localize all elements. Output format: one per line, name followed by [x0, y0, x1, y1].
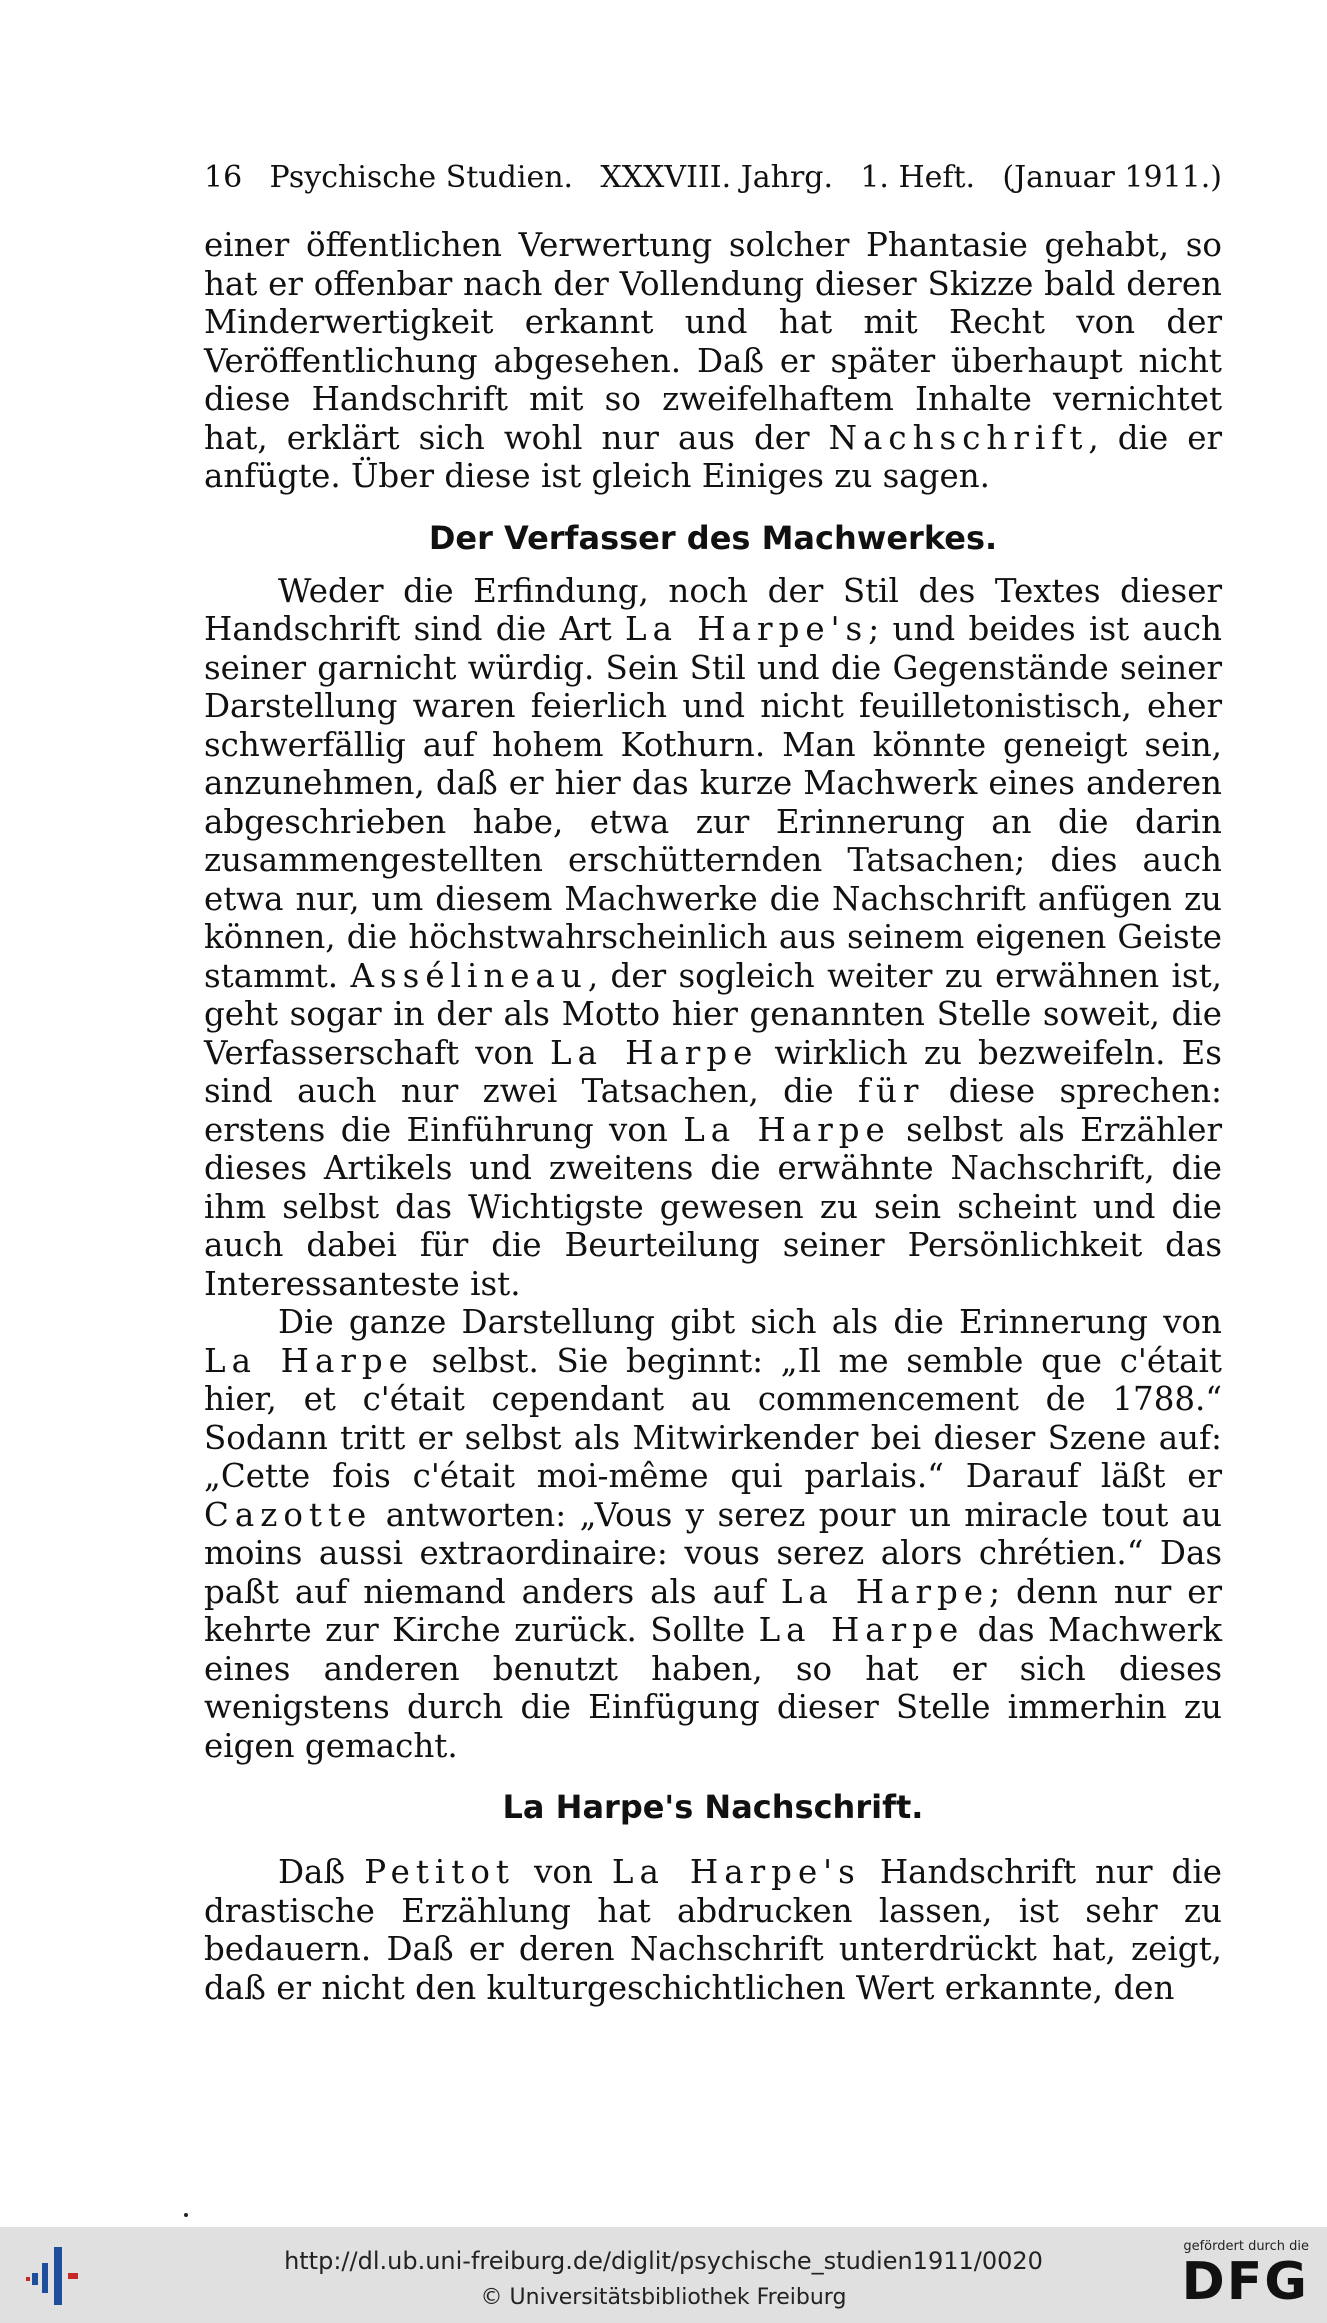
- dfg-tagline: gefördert durch die: [1183, 2239, 1309, 2254]
- paragraph-1: einer öffentlichen Verwertung solcher Phantasie gehabt, so hat er offenbar nach der Vollendung dieser Skizze bald deren Minderwertigkeit erkannt und hat mit Recht von der Veröffentlichung abgesehen. Daß er später überhaupt nicht diese Handschrift mit so zweifelhaftem Inhalte vernichtet hat, erklärt sich wohl nur aus der Nachschrift, die er anfügte. Über diese ist gleich Einiges zu sagen.: [204, 226, 1222, 495]
- page-content: [204, 160, 1222, 2007]
- journal-title: Psychische Studien.: [269, 160, 574, 195]
- volume: XXXVIII. Jahrg.: [600, 160, 834, 195]
- running-head: [204, 160, 1222, 212]
- issue-date: (Januar 1911.): [1002, 160, 1222, 195]
- paragraph-3: Die ganze Darstellung gibt sich als die Erinnerung von La Harpe selbst. Sie beginnt: „Il me semble que c'était hier, et c'était cependant au commencement de 1788.“ Sodann tritt er selbst als Mitwirkender bei dieser Szene auf: „Cette fois c'était moi-même qui parlais.“ Darauf läßt er Cazotte antworten: „Vous y serez pour un miracle tout au moins aussi extraordinaire: vous serez alors chrétien.“ Das paßt auf niemand anders als auf La Harpe; denn nur er kehrte zur Kirche zurück. Sollte La Harpe das Machwerk eines anderen benutzt haben, so hat er sich dieses wenigstens durch die Einfügung dieser Stelle immerhin zu eigen gemacht.: [204, 1303, 1223, 1765]
- page-number: 16: [204, 160, 243, 195]
- dfg-logo: [1159, 2239, 1309, 2313]
- copyright: © Universitätsbibliothek Freiburg: [480, 2285, 847, 2310]
- paragraph-4: Daß Petitot von La Harpe's Handschrift nur die drastische Erzählung hat abdrucken lassen, ist sehr zu bedauern. Daß er deren Nachschrift unterdrückt hat, zeigt, daß er nicht den kulturgeschichtlichen Wert erkannte, den: [204, 1853, 1222, 2007]
- paragraph-2: Weder die Erfindung, noch der Stil des Textes dieser Handschrift sind die Art La Harpe's; und beides ist auch seiner garnicht würdig. Sein Stil und die Gegenstände seiner Darstellung waren feierlich und nicht feuilletonistisch, eher schwerfällig auf hohem Kothurn. Man könnte geneigt sein, anzunehmen, daß er hier das kurze Machwerk eines anderen abgeschrieben habe, etwa zur Erinnerung an die darin zusammengestellten erschütternden Tatsachen; dies auch etwa nur, um diesem Machwerke die Nachschrift anfügen zu können, die höchstwahrscheinlich aus seinem eigenen Geiste stammt. Assélineau, der sogleich weiter zu erwähnen ist, geht sogar in der als Motto hier genannten Stelle soweit, die Verfasserschaft von La Harpe wirklich zu bezweifeln. Es sind auch nur zwei Tatsachen, die für diese sprechen: erstens die Einführung von La Harpe selbst als Erzähler dieses Artikels und zweitens die erwähnte Nachschrift, die ihm selbst das Wichtigste gewesen zu sein scheint und die auch dabei für die Beurteilung seiner Persönlichkeit das Interessanteste ist.: [204, 571, 1222, 1303]
- section-heading-postscript: La Harpe's Nachschrift.: [502, 1788, 924, 1826]
- scan-speck: [184, 2213, 188, 2217]
- source-url[interactable]: http://dl.ub.uni-freiburg.de/diglit/psychische_studien1911/0020: [284, 2247, 1043, 2275]
- section-heading-author: Der Verfasser des Machwerkes.: [428, 518, 998, 557]
- footer-bar: [0, 2227, 1327, 2323]
- article-body: [204, 226, 1222, 2007]
- dfg-wordmark: DFG: [1181, 2252, 1309, 2312]
- issue: 1. Heft.: [860, 160, 976, 195]
